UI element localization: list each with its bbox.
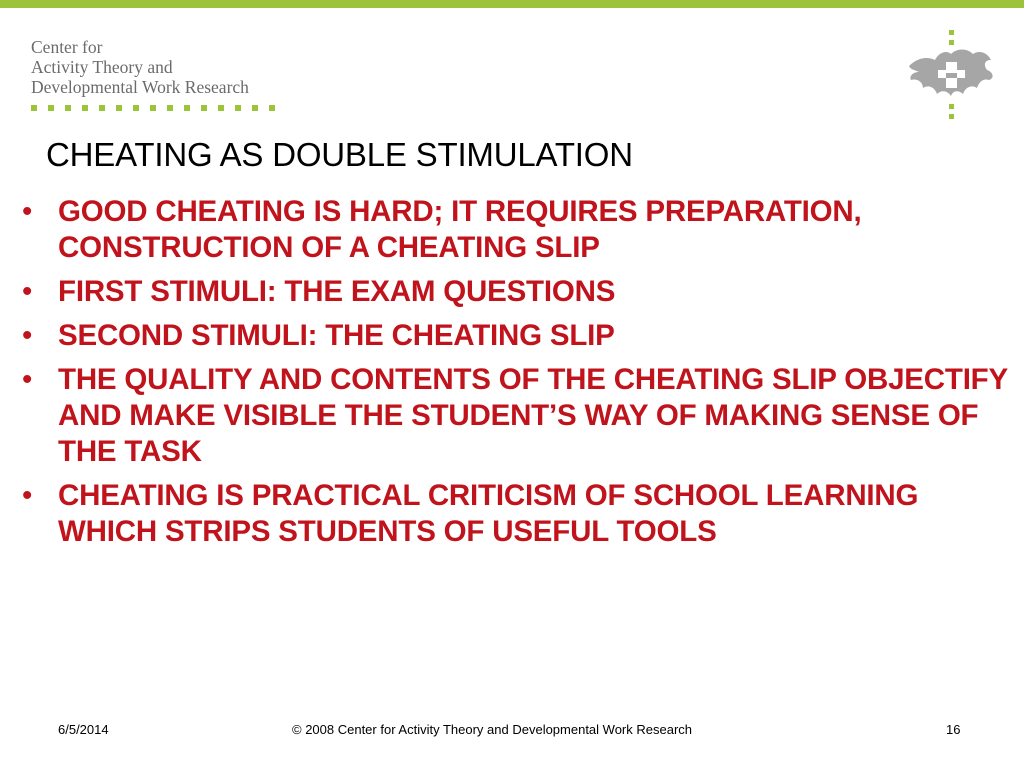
bullet-text: CHEATING IS PRACTICAL CRITICISM OF SCHOOL LEARNING WHICH STRIPS STUDENTS OF USEFUL TOOLS (58, 479, 919, 548)
bullet-text: SECOND STIMULI: THE CHEATING SLIP (58, 319, 615, 352)
bullet-icon: • (22, 319, 33, 352)
bullet-icon: • (22, 479, 33, 512)
top-accent-bar (0, 0, 1024, 8)
footer-page-number: 16 (946, 722, 961, 737)
footer-date: 6/5/2014 (58, 722, 109, 737)
university-logo-icon (905, 30, 997, 120)
list-item (20, 274, 1010, 310)
bullet-icon: • (22, 275, 33, 308)
footer-copyright: © 2008 Center for Activity Theory and Developmental Work Research (292, 722, 693, 737)
bullet-icon: • (22, 195, 33, 228)
list-item (20, 318, 1010, 354)
bullet-list (20, 194, 1010, 558)
list-item (20, 194, 1010, 266)
decorative-dot-row (31, 105, 275, 111)
slide-title: CHEATING AS DOUBLE STIMULATION (46, 136, 633, 173)
org-name-line-2: Activity Theory and (31, 57, 173, 77)
organization-name (31, 37, 249, 97)
list-item (20, 362, 1010, 470)
bullet-text: GOOD CHEATING IS HARD; IT REQUIRES PREPARATION, CONSTRUCTION OF A CHEATING SLIP (58, 195, 862, 264)
bullet-text: FIRST STIMULI: THE EXAM QUESTIONS (58, 275, 616, 308)
bullet-icon: • (22, 363, 33, 396)
list-item (20, 478, 1010, 550)
bullet-text: THE QUALITY AND CONTENTS OF THE CHEATING SLIP OBJECTIFY AND MAKE VISIBLE THE STUDENT’S WAY OF MAKING SENSE OF THE TASK (58, 363, 1008, 468)
org-name-line-3: Developmental Work Research (31, 77, 249, 97)
org-name-line-1: Center for (31, 37, 103, 57)
